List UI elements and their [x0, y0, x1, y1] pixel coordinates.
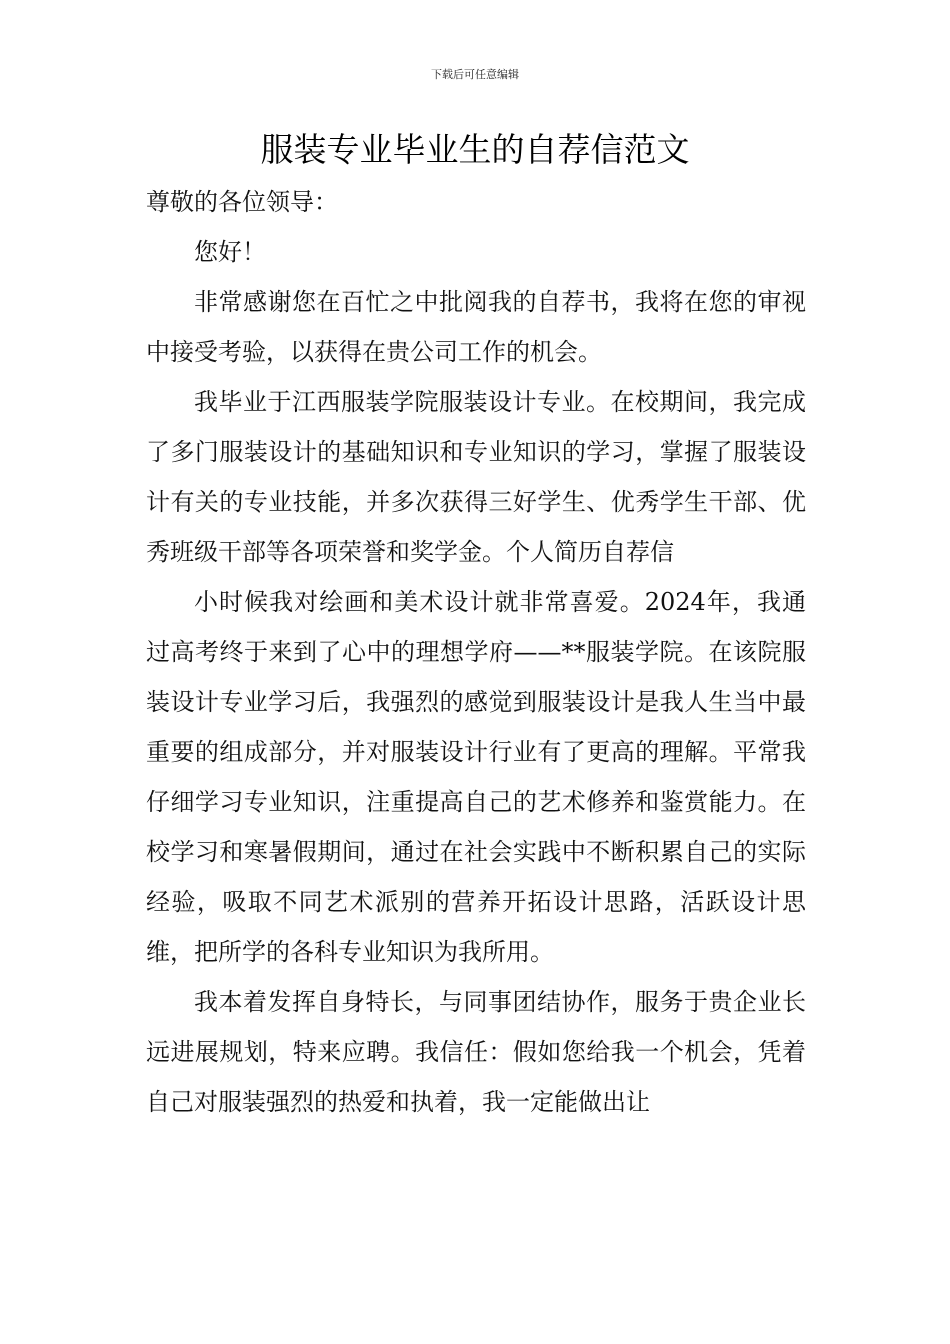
paragraph-education: 我毕业于江西服装学院服装设计专业。在校期间，我完成了多门服装设计的基础知识和专业知识的学习，掌握了服装设计有关的专业技能，并多次获得三好学生、优秀学生干部、优秀班级干部等各项荣誉和奖学金。个人简历自荐信 — [146, 388, 806, 566]
document-title: 服装专业毕业生的自荐信范文 — [260, 130, 690, 169]
header-note: 下载后可任意编辑 — [431, 68, 519, 81]
paragraph-application: 我本着发挥自身特长，与同事团结协作，服务于贵企业长远进展规划，特来应聘。我信任：假如您给我一个机会，凭着自己对服装强烈的热爱和执着，我一定能做出让 — [146, 988, 806, 1116]
salutation: 尊敬的各位领导： — [146, 188, 338, 216]
letter-body — [146, 177, 806, 1127]
paragraph-background: 小时候我对绘画和美术设计就非常喜爱。2024年，我通过高考终于来到了心中的理想学府——**服装学院。在该院服装设计专业学习后，我强烈的感觉到服装设计是我人生当中最重要的组成部分，并对服装设计行业有了更高的理解。平常我仔细学习专业知识，注重提高自己的艺术修养和鉴赏能力。在校学习和寒暑假期间，通过在社会实践中不断积累自己的实际经验，吸取不同艺术派别的营养开拓设计思路，活跃设计思维，把所学的各科专业知识为我所用。 — [146, 588, 806, 966]
paragraph-thanks: 非常感谢您在百忙之中批阅我的自荐书，我将在您的审视中接受考验，以获得在贵公司工作的机会。 — [146, 288, 806, 366]
paragraph-greeting: 您好！ — [194, 238, 266, 266]
